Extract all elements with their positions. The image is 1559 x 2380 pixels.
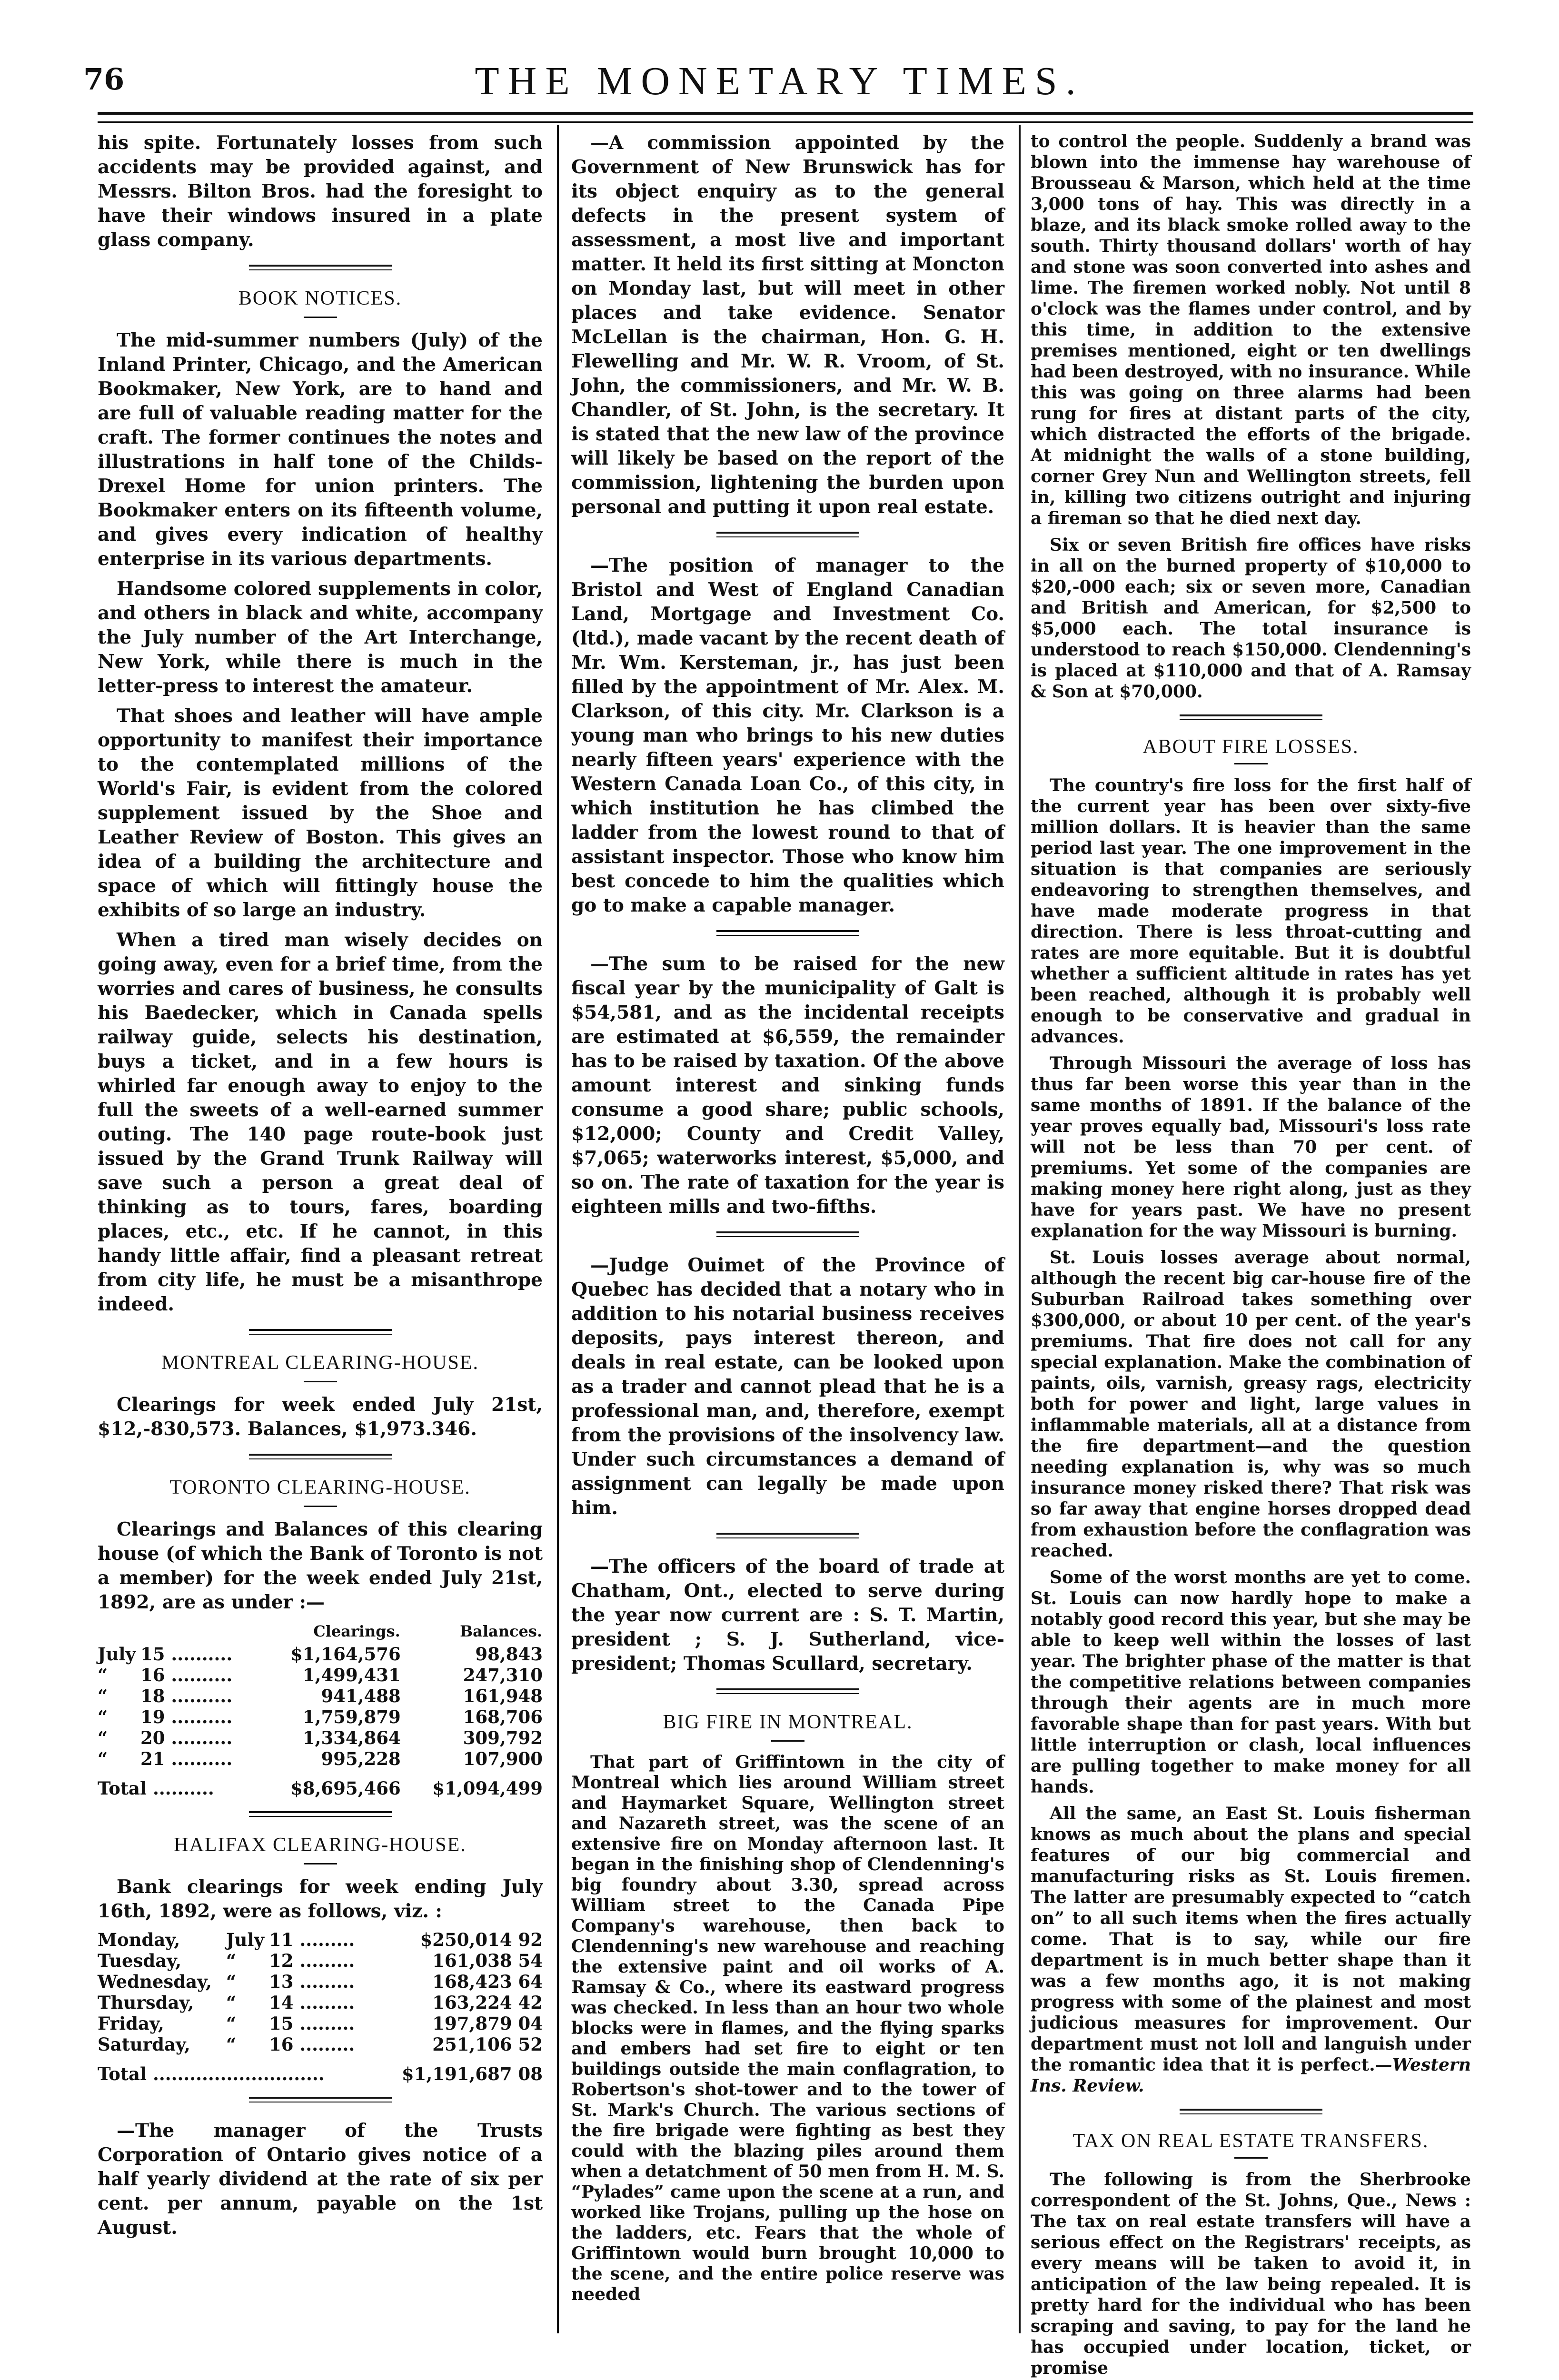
article-paragraph: The following is from the Sherbrooke correspondent of the St. Johns, Que., News : The tax on real estate transfers will have a serious effect on the Registrars' receipts, as every means will be taken to avoid it, in anticipation of the law being repealed. It is pretty hard for the individual who has been scraping and saving, to pay for the land he has occupied under location, ticket, or promise bbox=[1031, 2170, 1471, 2378]
table-cell: 1,499,431 bbox=[302, 1665, 401, 1686]
table-cell: “ bbox=[226, 1992, 237, 2013]
table-cell: $8,695,466 bbox=[290, 1778, 401, 1799]
table-cell: 14 ......... bbox=[269, 1992, 355, 2013]
table-row bbox=[98, 1992, 543, 2013]
table-cell: July bbox=[226, 1929, 264, 1950]
montreal-clearing-heading: MONTREAL CLEARING-HOUSE. bbox=[161, 1352, 479, 1374]
article-paragraph: to control the people. Suddenly a brand was blown into the immense hay warehouse of Brousseau & Marson, which held at the time 3,000 tons of hay. This was directly in a blaze, and its black smoke rolled away to the south. Thirty thousand dollars' worth of hay and stone was soon converted into ashes and lime. The firemen worked nobly. Not until 8 o'clock was the flames under control, and by this time, in addition to the extensive premises mentioned, eight or ten dwellings had been destroyed, with no insurance. While this was going on three alarms had been rung for fires at distant parts of the city, which distracted the efforts of the brigade. At midnight the walls of a stone building, corner Grey Nun and Wellington streets, fell in, killing two citizens outright and injuring a fireman so that he died next day. bbox=[1031, 131, 1471, 528]
section-separator bbox=[249, 265, 392, 270]
table-cell: Friday, bbox=[98, 2013, 164, 2034]
table-row bbox=[98, 2013, 543, 2034]
article-paragraph: That part of Griffintown in the city of Montreal which lies around William street and Haymarket Square, Wellington street and Nazareth street, was the scene of an extensive fire on Monday afternoon last. It began in the finishing shop of Clendenning's big foundry about 3.30, spread across William street to the Canada Pipe Company's warehouse, then back to Clendenning's new warehouse and reaching the extensive paint and oil works of A. Ramsay & Co., where its eastward progress was checked. In less than an hour two whole blocks were in flames, and the flying sparks and embers had set fire to eight or ten buildings outside the main conflagration, to Robertson's shot-tower and to the tower of St. Mark's Church. The various sections of the fire brigade were fighting as best they could with the blazing piles around them when a detatchment of 50 men from H. M. S. “Pylades” came upon the scene at a run, and worked like Trojans, pulling up the hose on the ladders, etc. Fears that the whole of Griffintown would burn brought 10,000 to the scene, and the entire police reserve was needed bbox=[571, 1752, 1004, 2304]
article-paragraph: —The position of manager to the Bristol and West of England Canadian Land, Mortgage and Investment Co. (ltd.), made vacant by the recent death of Mr. Wm. Kersteman, jr., has just been filled by the appointment of Mr. Alex. M. Clarkson, of this city. Mr. Clarkson is a young man who brings to his new duties nearly fifteen years' experience with the Western Canada Loan Co., of this city, in which institution he has climbed the ladder from the lowest round to that of assistant inspector. Those who know him best concede to him the qualities which go to make a capable manager. bbox=[571, 555, 1004, 916]
article-paragraph: —Judge Ouimet of the Province of Quebec has decided that a notary who in addition to his notarial business receives deposits, pays interest thereon, and deals in real estate, can be looked upon as a trader and cannot plead that he is a professional man, and, therefore, exempt from the provisions of the insolvency law. Under such circumstances a demand of assignment can legally be made upon him. bbox=[571, 1254, 1004, 1519]
heading-dash bbox=[1234, 2157, 1268, 2159]
small-text-block bbox=[571, 1752, 1004, 2305]
article-paragraph: Handsome colored supplements in color, and others in black and white, accompany the July number of the Art Interchange, New York, while there is much in the letter-press to interest the amateur. bbox=[98, 578, 543, 697]
table-cell: 13 ......... bbox=[269, 1971, 355, 1992]
article-paragraph: his spite. Fortunately losses from such accidents may be provided against, and Messrs. Bilton Bros. had the foresight to have their windows insured in a plate glass company. bbox=[98, 132, 543, 251]
article-paragraph: —The sum to be raised for the new fiscal year by the municipality of Galt is $54,581, and as the incidental receipts are estimated at $6,559, the remainder has to be raised by taxation. Of the above amount interest and sinking funds consume a good share; public schools, $12,000; County and Credit Valley, $7,065; waterworks interest, $5,000, and so on. The rate of taxation for the year is eighteen mills and two-fifths. bbox=[571, 953, 1004, 1218]
table-cell: “ bbox=[98, 1706, 108, 1727]
article-paragraph: Clearings and Balances of this clearing house (of which the Bank of Toronto is not a member) for the week ended July 21st, 1892, are as under :— bbox=[98, 1518, 543, 1613]
heading-dash bbox=[771, 1740, 804, 1742]
table-cell: 16 ......... bbox=[269, 2034, 355, 2055]
halifax-clearing-table bbox=[98, 1929, 543, 2084]
table-cell: 168,706 bbox=[463, 1706, 543, 1727]
heading-dash bbox=[304, 317, 337, 318]
header-rule bbox=[98, 112, 1473, 115]
table-cell: 12 ......... bbox=[269, 1950, 355, 1971]
table-row bbox=[98, 1971, 543, 1992]
table-cell: “ bbox=[98, 1748, 108, 1769]
table-cell: Monday, bbox=[98, 1929, 180, 1950]
heading-dash bbox=[304, 1863, 337, 1864]
table-total-row bbox=[98, 1769, 543, 1799]
table-cell: 197,879 04 bbox=[432, 2013, 543, 2034]
heading-dash bbox=[304, 1381, 337, 1382]
table-cell: 1,334,864 bbox=[302, 1727, 401, 1748]
column-3 bbox=[1031, 131, 1471, 2378]
table-cell: 251,106 52 bbox=[432, 2034, 543, 2055]
column-divider bbox=[1019, 125, 1021, 2333]
table-cell: Thursday, bbox=[98, 1992, 194, 2013]
masthead-title: THE MONETARY TIMES. bbox=[475, 59, 1084, 103]
heading-dash bbox=[304, 1506, 337, 1507]
halifax-clearing-heading: HALIFAX CLEARING-HOUSE. bbox=[174, 1834, 467, 1856]
column-divider bbox=[557, 125, 559, 2333]
table-cell: “ bbox=[98, 1727, 108, 1748]
table-cell: “ bbox=[226, 2034, 237, 2055]
table-cell: “ bbox=[226, 2013, 237, 2034]
table-cell: 21 .......... bbox=[140, 1748, 233, 1769]
tax-transfers-heading: TAX ON REAL ESTATE TRANSFERS. bbox=[1072, 2130, 1429, 2152]
section-separator bbox=[249, 1329, 392, 1335]
table-total-row bbox=[98, 2055, 543, 2084]
column-1 bbox=[98, 131, 543, 2335]
table-cell: 15 .......... bbox=[140, 1644, 233, 1665]
table-cell: 1,759,879 bbox=[302, 1706, 401, 1727]
table-cell: 168,423 64 bbox=[432, 1971, 543, 1992]
table-cell: “ bbox=[226, 1950, 237, 1971]
article-paragraph: When a tired man wisely decides on going away, even for a brief time, from the worries and cares of business, he consults his Baedecker, which in Canada spells railway guide, selects his destination, buys a ticket, and in a few hours is whirled far enough away to enjoy to the full the sweets of a well-earned summer outing. The 140 page route-book just issued by the Grand Trunk Railway will save such a person a great deal of thinking as to tours, fares, boarding places, etc., etc. If he cannot, in this handy little affair, find a pleasant retreat from city life, he must be a misanthrope indeed. bbox=[98, 929, 543, 1315]
section-separator bbox=[716, 930, 859, 936]
table-row bbox=[98, 1748, 543, 1769]
table-cell: 20 .......... bbox=[140, 1727, 233, 1748]
table-cell: Tuesday, bbox=[98, 1950, 182, 1971]
table-row bbox=[98, 1665, 543, 1686]
article-paragraph: Bank clearings for week ending July 16th, 1892, were as follows, viz. : bbox=[98, 1876, 543, 1922]
table-cell: Saturday, bbox=[98, 2034, 190, 2055]
table-cell: 19 .......... bbox=[140, 1706, 233, 1727]
big-fire-heading: BIG FIRE IN MONTREAL. bbox=[663, 1711, 913, 1733]
table-cell: 161,038 54 bbox=[432, 1950, 543, 1971]
table-header: Balances. bbox=[460, 1622, 542, 1640]
article-paragraph: Through Missouri the average of loss has thus far been worse this year than in the same months of 1891. If the balance of the year proves equally bad, Missouri's loss rate will not be less than 70 per cent. of premiums. Yet some of the companies are making money here right along, just as they have for years past. We have no present explanation for the way Missouri is burning. bbox=[1031, 1053, 1471, 1241]
heading-dash bbox=[1234, 763, 1268, 764]
table-row bbox=[98, 1644, 543, 1665]
table-cell: 18 .......... bbox=[140, 1686, 233, 1706]
table-row bbox=[98, 1929, 543, 1950]
book-notices-heading: BOOK NOTICES. bbox=[238, 288, 402, 309]
toronto-clearing-table bbox=[98, 1620, 543, 1799]
article-paragraph: The country's fire loss for the first half of the current year has been over sixty-five million dollars. It is heavier than the same period last year. The one improvement in the situation is that companies are seriously endeavoring to strengthen themselves, and have made moderate progress in that direction. There is less throat-cutting and rates are more equitable. But it is doubtful whether a sufficient altitude in rates has yet been reached, although it is probably well enough to be conservative and gradual in advances. bbox=[1031, 775, 1471, 1047]
fire-losses-heading: ABOUT FIRE LOSSES. bbox=[1142, 736, 1359, 758]
table-cell: 163,224 42 bbox=[432, 1992, 543, 2013]
table-cell: 15 ......... bbox=[269, 2013, 355, 2034]
toronto-clearing-heading: TORONTO CLEARING-HOUSE. bbox=[169, 1477, 471, 1498]
table-cell: “ bbox=[98, 1686, 108, 1706]
article-paragraph: St. Louis losses average about normal, although the recent big car-house fire of the Suburban Railroad takes something over $300,000, or about 10 per cent. of the year's premiums. That fire does not call for any special explanation. Make the combination of paints, oils, varnish, greasy rags, electricity both for power and light, large values in inflammable materials, all at a distance from the fire department—and the question needing explanation is, why was so much insurance money risked there? That risk was so far away that engine horses dropped dead from exhaustion before the conflagration was reached. bbox=[1031, 1248, 1471, 1561]
table-cell: “ bbox=[98, 1665, 108, 1686]
table-row bbox=[98, 1706, 543, 1727]
table-cell: “ bbox=[226, 1971, 237, 1992]
table-row bbox=[98, 1686, 543, 1706]
table-cell: Total ............................ bbox=[98, 2063, 325, 2084]
page-number: 76 bbox=[83, 62, 125, 97]
table-cell: $1,094,499 bbox=[432, 1778, 543, 1799]
table-row bbox=[98, 1950, 543, 1971]
section-separator bbox=[1180, 714, 1322, 720]
table-cell: 107,900 bbox=[463, 1748, 543, 1769]
section-separator bbox=[249, 1454, 392, 1459]
table-cell: 98,843 bbox=[475, 1644, 543, 1665]
table-cell: 941,488 bbox=[321, 1686, 401, 1706]
table-cell: 16 .......... bbox=[140, 1665, 233, 1686]
table-row bbox=[98, 2034, 543, 2055]
header-rule-thin bbox=[98, 121, 1473, 123]
table-cell: 161,948 bbox=[463, 1686, 543, 1706]
article-paragraph: That shoes and leather will have ample opportunity to manifest their importance to the contemplated millions of the World's Fair, is evident from the colored supplement issued by the Shoe and Leather Review of Boston. This gives an idea of a building the architecture and space of which will fittingly house the exhibits of so large an industry. bbox=[98, 705, 543, 921]
section-separator bbox=[249, 2097, 392, 2102]
section-separator bbox=[249, 1811, 392, 1817]
article-paragraph: —The manager of the Trusts Corporation of Ontario gives notice of a half yearly dividend at the rate of six per cent. per annum, payable on the 1st August. bbox=[98, 2120, 543, 2239]
table-cell: 995,228 bbox=[321, 1748, 401, 1769]
table-cell: $1,164,576 bbox=[290, 1644, 401, 1665]
table-cell: Total .......... bbox=[98, 1778, 214, 1799]
table-cell: $250,014 92 bbox=[420, 1929, 543, 1950]
table-cell: 309,792 bbox=[463, 1727, 543, 1748]
section-separator bbox=[1180, 2109, 1322, 2114]
section-separator bbox=[716, 532, 859, 537]
section-separator bbox=[716, 1533, 859, 1538]
article-paragraph: —A commission appointed by the Government of New Brunswick has for its object enquiry as to the general defects in the present system of assessment, a most live and important matter. It held its first sitting at Moncton on Monday last, but will meet in other places and take evidence. Senator McLellan is the chairman, Hon. G. H. Flewelling and Mr. W. R. Vroom, of St. John, the commissioners, and Mr. W. B. Chandler, of St. John, is the secretary. It is stated that the new law of the province will likely be based on the report of the commission, lightening the burden upon personal and putting it upon real estate. bbox=[571, 132, 1004, 518]
article-paragraph: All the same, an East St. Louis fisherman knows as much about the plans and special features of our big commercial and manufacturing risks as St. Louis firemen. The latter are presumably expected to “catch on” to all such items when the fires actually come. That is to say, while our fire department is in much better shape than it was a few months ago, it is not making progress with some of the plainest and most judicious measures for improvement. Our department must not loll and languish under the romantic idea that it is perfect.—Western Ins. Review. bbox=[1031, 1804, 1471, 2096]
section-separator bbox=[716, 1688, 859, 1694]
table-cell: July bbox=[98, 1644, 136, 1665]
article-paragraph: —The officers of the board of trade at Chatham, Ont., elected to serve during the year now current are : S. T. Martin, president ; S. J. Sutherland, vice-president; Thomas Scullard, secretary. bbox=[571, 1556, 1004, 1675]
table-header: Clearings. bbox=[313, 1622, 400, 1640]
article-paragraph: Clearings for week ended July 21st, $12,-830,573. Balances, $1,973.346. bbox=[98, 1394, 543, 1440]
article-paragraph: Some of the worst months are yet to come. St. Louis can now hardly hope to make a notably good record this year, but she may be able to keep well within the losses of last year. The brighter phase of the matter is that the competitive relations between companies through their agents are in much more favorable shape than for past years. With but little interruption or clash, local influences are pulling together to make money for all hands. bbox=[1031, 1567, 1471, 1797]
table-cell: 11 ......... bbox=[269, 1929, 355, 1950]
column-2 bbox=[571, 131, 1004, 2335]
article-paragraph: Six or seven British fire offices have risks in all on the burned property of $10,000 to $20,-000 each; six or seven more, Canadian and British and American, for $2,500 to $5,000 each. The total insurance is understood to reach $150,000. Clendenning's is placed at $110,000 and that of A. Ramsay & Son at $70,000. bbox=[1031, 535, 1471, 702]
table-row bbox=[98, 1727, 543, 1748]
table-cell: 247,310 bbox=[463, 1665, 543, 1686]
article-paragraph: The mid-summer numbers (July) of the Inland Printer, Chicago, and the American Bookmaker, New York, are to hand and are full of valuable reading matter for the craft. The former continues the notes and illustrations in half tone of the Childs-Drexel Home for union printers. The Bookmaker enters on its fifteenth volume, and gives every indication of healthy enterprise in its various departments. bbox=[98, 329, 543, 570]
source-credit: —Western Ins. Review. bbox=[1031, 2055, 1471, 2096]
section-separator bbox=[716, 1231, 859, 1237]
table-cell: $1,191,687 08 bbox=[401, 2063, 543, 2084]
table-cell: Wednesday, bbox=[98, 1971, 212, 1992]
